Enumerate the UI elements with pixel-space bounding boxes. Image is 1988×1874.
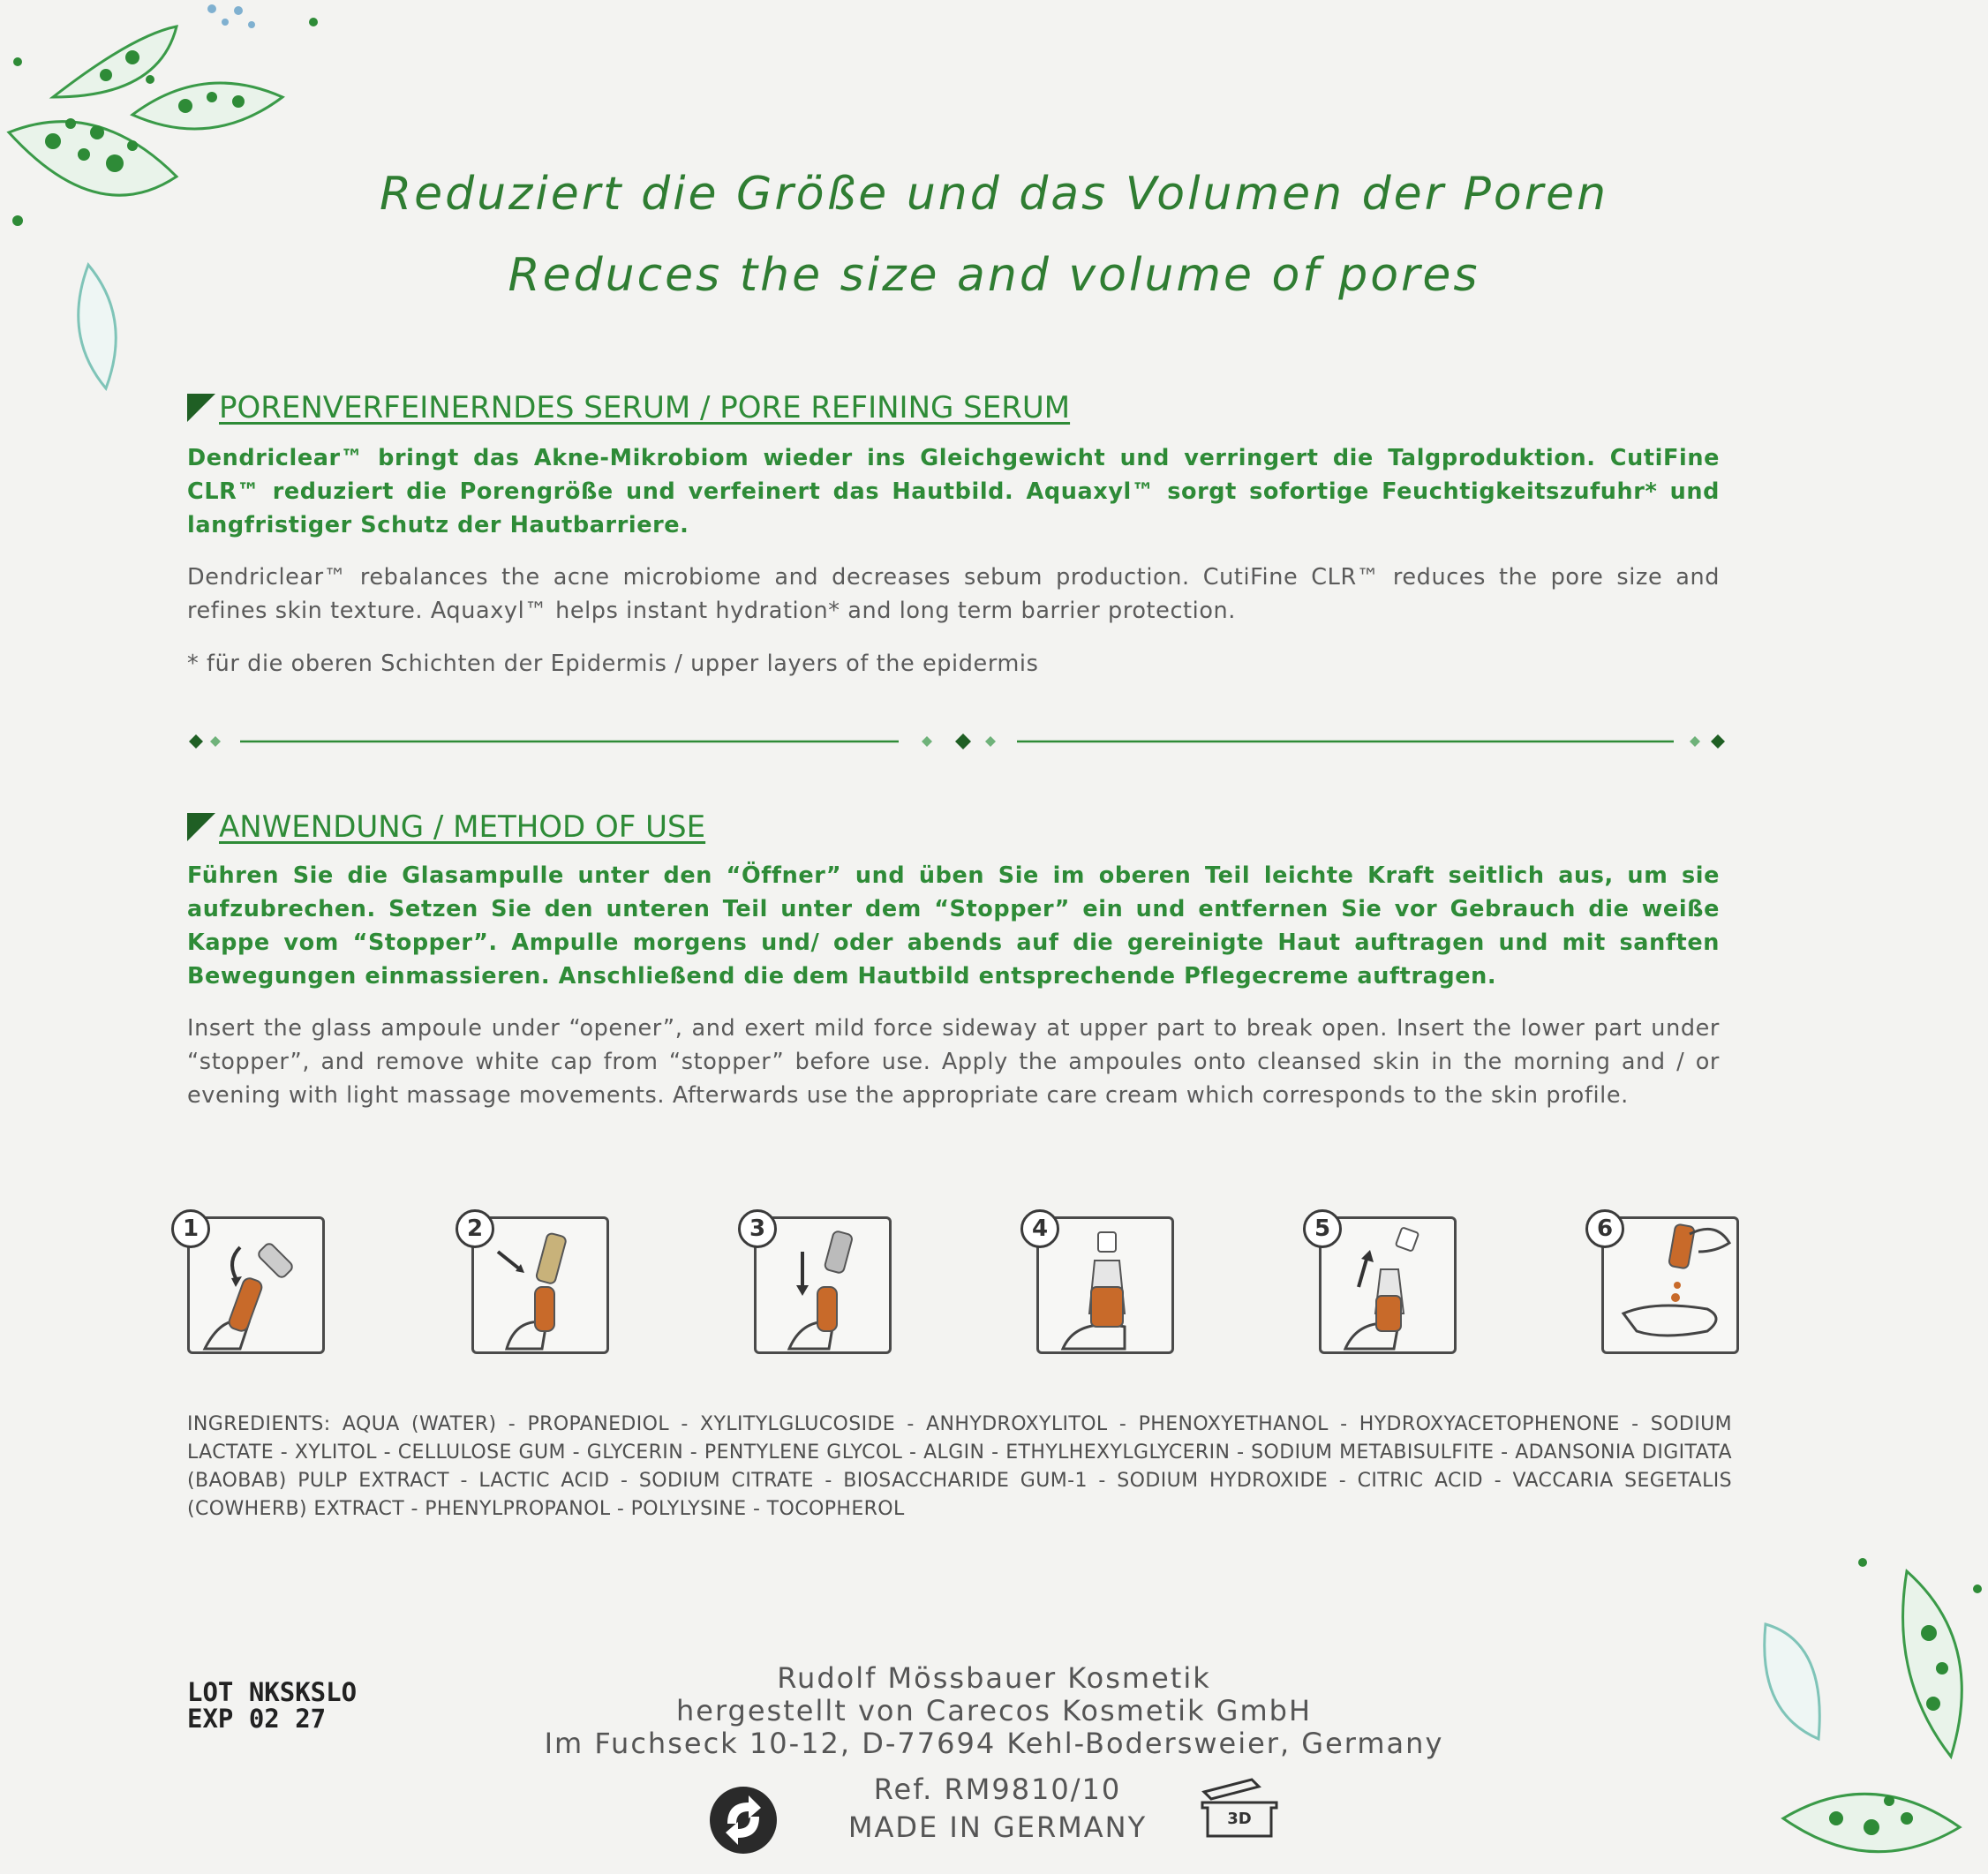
usage-section-heading: [187, 809, 705, 845]
step-6: [1585, 1209, 1736, 1359]
company-line-2: hergestellt von Carecos Kosmetik GmbH: [675, 1694, 1313, 1727]
ingredients-list: INGREDIENTS: AQUA (WATER) - PROPANEDIOL - XYLITYLGLUCOSIDE - ANHYDROXYLITOL - PHENOXYETHANOL - HYDROXYACETOPHENONE - SODIUM LACTATE - XYLITOL - CELLULOSE GUM - GLYCERIN - PENTYLENE GLYCOL - ALGIN - ETHYLHEXYLGLYCERIN - SODIUM METABISULFITE - ADANSONIA DIGITATA (BAOBAB) PULP EXTRACT - LACTIC ACID - SODIUM CITRATE - BIOSACCHARIDE GUM-1 - SODIUM HYDROXIDE - CITRIC ACID - VACCARIA SEGETALIS (COWHERB) EXTRACT - PHENYLPROPANOL - POLYLYSINE - TOCOPHEROL: [187, 1413, 1732, 1520]
serum-text-english: Dendriclear™ rebalances the acne microbiome and decreases sebum production. CutiFine CLR™ reduces the pore size and refines skin texture. Aquaxyl™ helps instant hydration* and long term barrier protection.: [187, 564, 1720, 624]
serum-text-german: Dendriclear™ bringt das Akne-Mikrobiom wieder ins Gleichgewicht und verringert die Talgproduktion. CutiFine CLR™ reduziert die Porengröße und verfeinert das Hautbild. Aquaxyl™ sorgt sofortige Feuchtigkeitszufuhr* und langfristiger Schutz der Hautbarriere.: [187, 445, 1720, 538]
step-4: [1020, 1209, 1171, 1359]
usage-text-english: Insert the glass ampoule under “opener”, and exert mild force sideway at upper part to break open. Insert the lower part under “stopper”, and remove white cap from “stopper” before use. Apply the ampoules onto cleansed skin in the morning and / or evening with light massage movements. Afterwards use the appropriate care cream which corresponds to the skin profile.: [187, 1015, 1720, 1109]
step-1: [171, 1209, 321, 1359]
usage-text-german: Führen Sie die Glasampulle unter den “Öffner” und üben Sie im oberen Teil leichte Kraft seitlich aus, um sie aufzubrechen. Setzen Sie den unteren Teil unter dem “Stopper” ein und entfernen Sie vor Gebrauch die weiße Kappe vom “Stopper”. Ampulle morgens und/ oder abends auf die gereinigte Haut auftragen und mit sanften Bewegungen einmassieren. Anschließend die dem Hautbild entsprechende Pflegecreme auftragen.: [187, 862, 1720, 990]
step-number: 6: [1585, 1209, 1624, 1248]
flag-icon: [187, 813, 215, 841]
step-number: 4: [1020, 1209, 1059, 1248]
made-in-germany: MADE IN GERMANY: [847, 1810, 1148, 1844]
serum-footnote: * für die oberen Schichten der Epidermis / upper layers of the epidermis: [187, 651, 1039, 677]
step-2: [456, 1209, 606, 1359]
usage-heading-text: ANWENDUNG / METHOD OF USE: [219, 809, 706, 845]
reference-number: Ref. RM9810/10: [873, 1772, 1122, 1806]
step-number: 2: [456, 1209, 494, 1248]
expiry-date: EXP 02 27: [187, 1704, 327, 1734]
headline-german: Reduziert die Größe und das Volumen der Poren: [379, 168, 1609, 221]
flag-icon: [187, 394, 215, 422]
step-number: 3: [738, 1209, 777, 1248]
lot-number: LOT NKSKSLO: [187, 1677, 358, 1707]
headline-english: Reduces the size and volume of pores: [508, 249, 1480, 302]
company-line-1: Rudolf Mössbauer Kosmetik: [777, 1661, 1211, 1695]
serum-heading-text: PORENVERFEINERNDES SERUM / PORE REFINING SERUM: [219, 390, 1071, 425]
serum-section-heading: [187, 390, 1070, 425]
pao-label: 3D: [1227, 1810, 1252, 1828]
company-address: Im Fuchseck 10-12, D-77694 Kehl-Bodersweier, Germany: [544, 1727, 1444, 1760]
step-number: 1: [171, 1209, 210, 1248]
step-number: 5: [1303, 1209, 1342, 1248]
usage-steps: [171, 1209, 1743, 1359]
step-3: [738, 1209, 888, 1359]
pao-jar-icon: [1199, 1776, 1280, 1841]
step-5: [1303, 1209, 1453, 1359]
green-dot-recycle-icon: [708, 1785, 779, 1855]
ornamental-divider: [187, 729, 1725, 754]
